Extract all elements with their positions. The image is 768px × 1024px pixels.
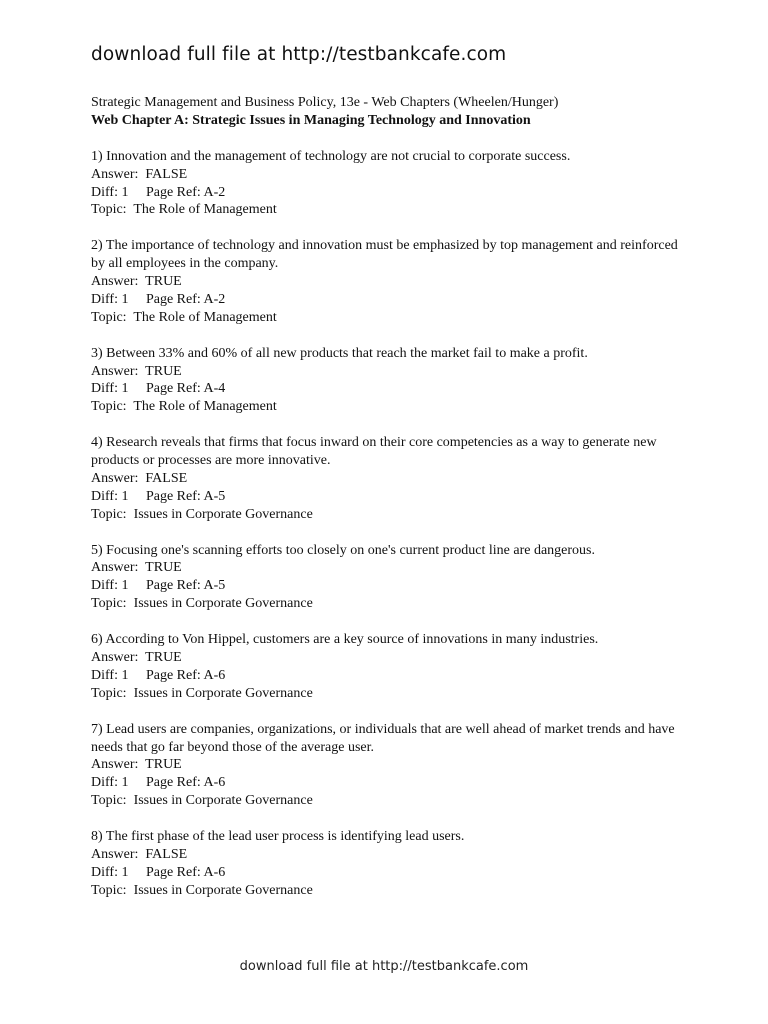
book-title: Strategic Management and Business Policy, 13e - Web Chapters (Wheelen/Hunger)	[91, 95, 559, 110]
question-item	[91, 542, 691, 614]
question-difficulty-page-ref: Diff: 1 Page Ref: A-2	[91, 291, 226, 307]
question-answer: Answer: FALSE	[91, 470, 188, 486]
question-difficulty-page-ref: Diff: 1 Page Ref: A-5	[91, 578, 226, 594]
question-difficulty-page-ref: Diff: 1 Page Ref: A-2	[91, 184, 226, 200]
question-topic: Topic: Issues in Corporate Governance	[91, 685, 313, 701]
question-answer: Answer: TRUE	[91, 650, 182, 665]
question-list	[91, 148, 691, 900]
question-item	[91, 237, 691, 327]
question-item	[91, 828, 691, 900]
question-text: 3) Between 33% and 60% of all new products that reach the market fail to make a profit.	[91, 345, 588, 361]
question-topic: Topic: Issues in Corporate Governance	[91, 882, 313, 898]
question-difficulty-page-ref: Diff: 1 Page Ref: A-6	[91, 864, 226, 880]
question-answer: Answer: TRUE	[91, 757, 182, 773]
question-answer: Answer: TRUE	[91, 274, 182, 290]
question-text: 2) The importance of technology and innovation must be emphasized by top management and reinforced by all employees in the company.	[91, 238, 678, 272]
question-answer: Answer: TRUE	[91, 363, 182, 379]
question-topic: Topic: Issues in Corporate Governance	[91, 596, 313, 612]
footer-download-link[interactable]: download full file at http://testbankcafe.com	[239, 959, 529, 974]
question-topic: Topic: Issues in Corporate Governance	[91, 793, 313, 809]
chapter-title: Web Chapter A: Strategic Issues in Managing Technology and Innovation	[91, 112, 531, 128]
document-body	[91, 94, 691, 900]
question-text: 8) The first phase of the lead user process is identifying lead users.	[91, 829, 465, 845]
question-text: 1) Innovation and the management of technology are not crucial to corporate success.	[91, 148, 571, 164]
question-item	[91, 434, 691, 524]
question-item	[91, 148, 691, 220]
question-topic: Topic: The Role of Management	[91, 202, 277, 218]
question-text: 7) Lead users are companies, organizations, or individuals that are well ahead of market trends and have needs that go far beyond those of the average user.	[91, 721, 675, 755]
question-answer: Answer: TRUE	[91, 560, 182, 576]
header-download-link[interactable]: download full file at http://testbankcafe.com	[91, 44, 507, 65]
question-item	[91, 721, 691, 811]
question-topic: Topic: The Role of Management	[91, 309, 277, 325]
question-answer: Answer: FALSE	[91, 846, 188, 862]
question-text: 4) Research reveals that firms that focus inward on their core competencies as a way to generate new products or processes are more innovative.	[91, 435, 657, 469]
question-text: 5) Focusing one's scanning efforts too closely on one's current product line are dangerous.	[91, 542, 595, 558]
question-text: 6) According to Von Hippel, customers are a key source of innovations in many industries.	[91, 632, 599, 648]
question-answer: Answer: FALSE	[91, 166, 188, 182]
question-item	[91, 345, 691, 417]
question-topic: Topic: The Role of Management	[91, 399, 277, 415]
question-item	[91, 631, 691, 703]
question-difficulty-page-ref: Diff: 1 Page Ref: A-6	[91, 667, 226, 683]
question-difficulty-page-ref: Diff: 1 Page Ref: A-6	[91, 775, 226, 791]
question-topic: Topic: Issues in Corporate Governance	[91, 506, 313, 522]
question-difficulty-page-ref: Diff: 1 Page Ref: A-4	[91, 381, 226, 397]
question-difficulty-page-ref: Diff: 1 Page Ref: A-5	[91, 488, 226, 504]
